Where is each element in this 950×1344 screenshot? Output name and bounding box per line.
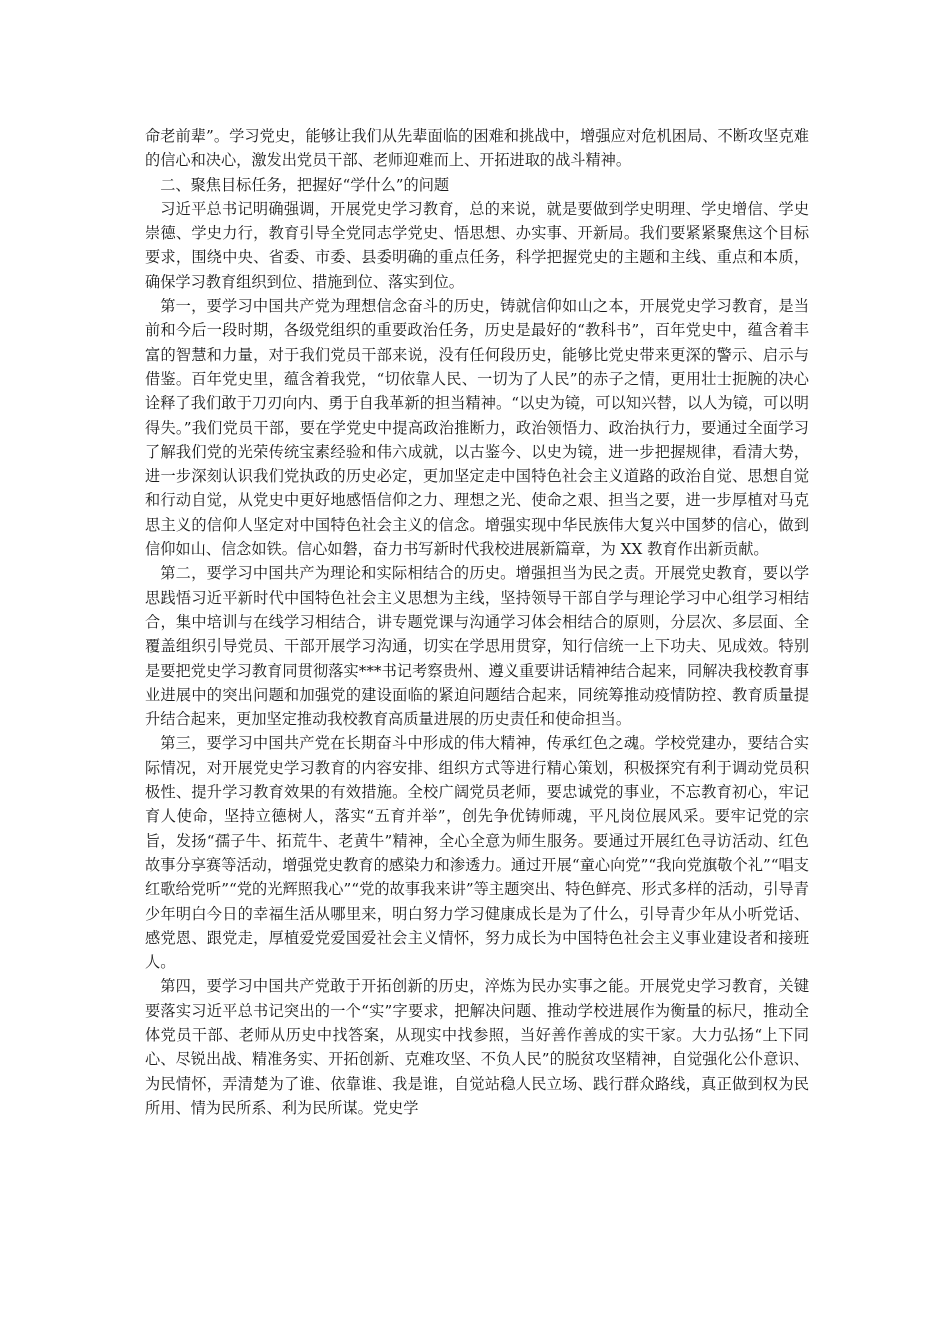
paragraph-second: 第二，要学习中国共产为理论和实际相结合的历史。增强担当为民之责。开展党史教育，要以学思践悟习近平新时代中国特色社会主义思想为主线，坚持领导干部自学与理论学习中心组学习相结合，集中培训与在线学习相结合，讲专题党课与沟通学习体会相结合的原则，分层次、多层面、全覆盖组织引导党员、干部开展学习沟通，切实在学思用贯穿，知行信统一上下功夫、见成效。特别是要把党史学习教育同贯彻落实***书记考察贵州、遵义重要讲话精神结合起来，同解决我校教育事业进展中的突出问题和加强党的建设面临的紧迫问题结合起来，同统筹推动疫情防控、教育质量提升结合起来，更加坚定推动我校教育高质量进展的历史责任和使命担当。: [145, 564, 809, 729]
section-heading: 二、聚焦目标任务，把握好“学什么”的问题: [160, 175, 450, 194]
paragraph-intro: 习近平总书记明确强调，开展党史学习教育，总的来说，就是要做到学史明理、学史增信、学史崇德、学史力行，教育引导全党同志学党史、悟思想、办实事、开新局。我们要紧紧聚焦这个目标要求，围绕中央、省委、市委、县委明确的重点任务，科学把握党史的主题和主线、重点和本质，确保学习教育组织到位、措施到位、落实到位。: [145, 199, 809, 291]
paragraph-opening: 命老前辈”。学习党史，能够让我们从先辈面临的困难和挑战中，增强应对危机困局、不断攻坚克难的信心和决心，激发出党员干部、老师迎难而上、开拓进取的战斗精神。: [145, 127, 809, 170]
paragraph-third: 第三，要学习中国共产党在长期奋斗中形成的伟大精神，传承红色之魂。学校党建办，要结合实际情况，对开展党史学习教育的内容安排、组织方式等进行精心策划，积极探究有利于调动党员积极性、提升学习教育效果的有效措施。全校广阔党员老师，要忠诚党的事业，不忘教育初心，牢记育人使命，坚持立德树人，落实“五育并举”，创先争优铸师魂，平凡岗位展风采。要牢记党的宗旨，发扬“孺子牛、拓荒牛、老黄牛”精神，全心全意为师生服务。要通过开展红色寻访活动、红色故事分享赛等活动，增强党史教育的感染力和渗透力。通过开展“童心向党”“我向党旗敬个礼”“唱支红歌给党听”“党的光辉照我心”“党的故事我来讲”等主题突出、特色鲜亮、形式多样的活动，引导青少年明白今日的幸福生活从哪里来，明白努力学习健康成长是为了什么，引导青少年从小听党话、感党恩、跟党走，厚植爱党爱国爱社会主义情怀，努力成长为中国特色社会主义事业建设者和接班人。: [145, 734, 809, 972]
paragraph-first: 第一，要学习中国共产党为理想信念奋斗的历史，铸就信仰如山之本，开展党史学习教育，是当前和今后一段时期，各级党组织的重要政治任务，历史是最好的“教科书”，百年党史中，蕴含着丰富的智慧和力量，对于我们党员干部来说，没有任何段历史，能够比党史带来更深的警示、启示与借鉴。百年党史里，蕴含着我党，“切依靠人民、一切为了人民”的赤子之情，更用壮士扼腕的决心诠释了我们敢于刀刃向内、勇于自我革新的担当精神。“以史为镜，可以知兴替，以人为镜，可以明得失。”我们党员干部，要在学党史中提高政治推断力，政治领悟力、政治执行力，要通过全面学习了解我们党的光荣传统宝素经验和伟六成就，以古鉴今、以史为镜，进一步把握规律，看清大势，进一步深刻认识我们党执政的历史必定，更加坚定走中国特色社会主义道路的政治自觉、思想自觉和行动自觉，从党史中更好地感悟信仰之力、理想之光、使命之艰、担当之要，进一步厚植对马克思主义的信仰人坚定对中国特色社会主义的信念。增强实现中华民族伟大复兴中国梦的信心，做到信仰如山、信念如铁。信心如磐，奋力书写新时代我校进展新篇章，为 XX 教育作出新贡献。: [145, 297, 809, 559]
paragraph-fourth: 第四，要学习中国共产党敢于开拓创新的历史，淬炼为民办实事之能。开展党史学习教育，关键要落实习近平总书记突出的一个“实”字要求，把解决问题、推动学校进展作为衡量的标尺，推动全体党员干部、老师从历史中找答案，从现实中找参照，当好善作善成的实干家。大力弘扬“上下同心、尽锐出战、精准务实、开拓创新、克难攻坚、不负人民”的脱贫攻坚精神，自觉强化公仆意识、为民情怀，弄清楚为了谁、依靠谁、我是谁，自觉站稳人民立场、践行群众路线，真正做到权为民所用、情为民所系、利为民所谋。党史学: [145, 977, 809, 1117]
document-page: [145, 124, 809, 1120]
